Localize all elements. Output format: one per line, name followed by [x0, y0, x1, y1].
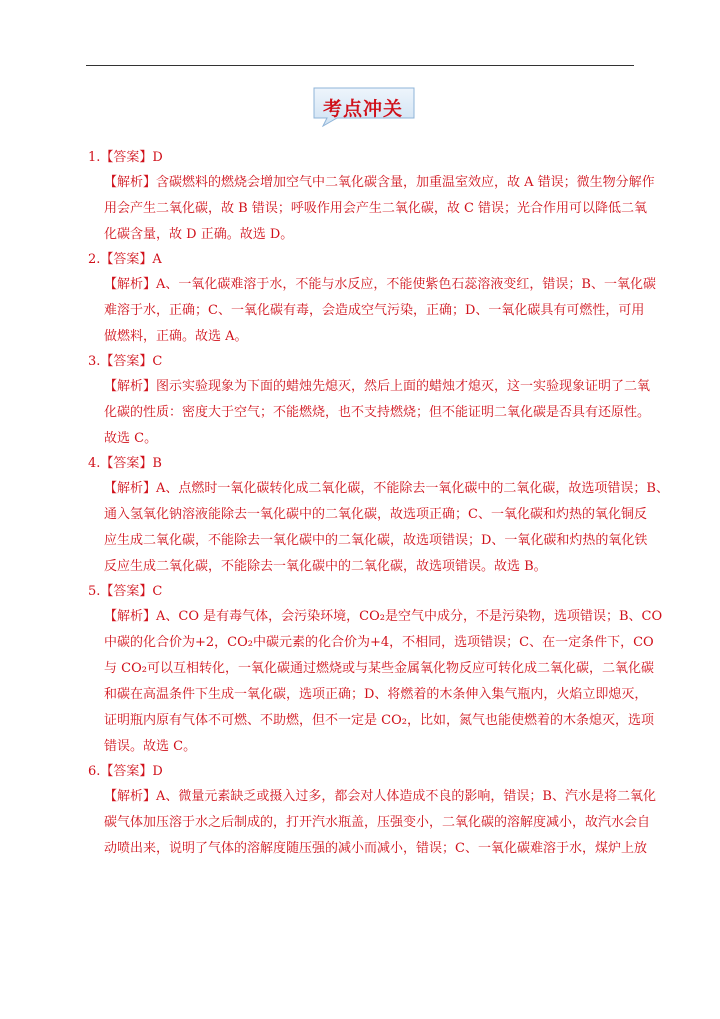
- section-title-callout: [313, 87, 417, 127]
- answer-label: 2.【答案】A: [88, 252, 162, 267]
- explanation-line: 与 CO₂可以互相转化，一氧化碳通过燃烧或与某些金属氧化物反应可转化成二氧化碳，二氧化碳: [104, 661, 654, 676]
- explanation-line: 化碳的性质：密度大于空气；不能燃烧，也不支持燃烧；但不能证明二氧化碳是否具有还原性。: [104, 405, 651, 420]
- explanation-line: 反应生成二氧化碳，不能除去一氧化碳中的二氧化碳，故选项错误。故选 B。: [104, 559, 547, 574]
- header-rule: [86, 65, 634, 66]
- explanation: [88, 170, 655, 248]
- answer-label: 1.【答案】D: [88, 150, 163, 165]
- explanation-line: 化碳含量，故 D 正确。故选 D。: [104, 227, 294, 242]
- explanation: [88, 272, 656, 350]
- explanation-line: 故选 C。: [104, 431, 158, 446]
- answer-item: [88, 146, 655, 248]
- explanation-line: 中碳的化合价为+2，CO₂中碳元素的化合价为+4，不相同，选项错误；C、在一定条件下，CO: [104, 635, 654, 650]
- explanation-line: 用会产生二氧化碳，故 B 错误；呼吸作用会产生二氧化碳，故 C 错误；光合作用可以降低二氧: [104, 201, 648, 216]
- explanation-line: 和碳在高温条件下生成一氧化碳，选项正确；D、将燃着的木条伸入集气瓶内，火焰立即熄灭，: [104, 687, 648, 702]
- section-title: 考点冲关: [322, 98, 403, 120]
- explanation: [88, 476, 669, 580]
- explanation-line: 证明瓶内原有气体不可燃、不助燃，但不一定是 CO₂，比如，氮气也能使燃着的木条熄灭，选项: [104, 713, 654, 728]
- explanation-line: 应生成二氧化碳，不能除去一氧化碳中的二氧化碳，故选项错误；D、一氧化碳和灼热的氧化铁: [104, 533, 648, 548]
- explanation-line: 动喷出来，说明了气体的溶解度随压强的减小而减小，错误；C、一氧化碳难溶于水，煤炉上放: [104, 841, 647, 856]
- answer-item: [88, 248, 656, 350]
- explanation-line: 难溶于水，正确；C、一氧化碳有毒，会造成空气污染，正确；D、一氧化碳具有可燃性，可用: [104, 303, 645, 318]
- answer-label: 5.【答案】C: [88, 584, 163, 599]
- explanation-line: 【解析】A、CO 是有毒气体，会污染环境，CO₂是空气中成分，不是污染物，选项错误；B、CO: [104, 609, 663, 624]
- answer-list: [88, 146, 669, 862]
- answer-label: 3.【答案】C: [88, 354, 163, 369]
- explanation-line: 【解析】A、点燃时一氧化碳转化成二氧化碳，不能除去一氧化碳中的二氧化碳，故选项错误；B、: [104, 481, 669, 496]
- explanation-line: 【解析】含碳燃料的燃烧会增加空气中二氧化碳含量，加重温室效应，故 A 错误；微生物分解作: [104, 175, 655, 190]
- answer-item: [88, 350, 651, 452]
- explanation-line: 【解析】A、微量元素缺乏或摄入过多，都会对人体造成不良的影响，错误；B、汽水是将二氧化: [104, 789, 656, 804]
- explanation: [88, 604, 663, 760]
- explanation-line: 通入氢氧化钠溶液能除去一氧化碳中的二氧化碳，故选项正确；C、一氧化碳和灼热的氧化铜反: [104, 507, 647, 522]
- explanation: [88, 784, 656, 862]
- explanation-line: 错误。故选 C。: [104, 739, 197, 754]
- answer-label: 6.【答案】D: [88, 764, 163, 779]
- answer-label: 4.【答案】B: [88, 456, 162, 471]
- answer-item: [88, 580, 663, 760]
- answer-item: [88, 452, 669, 580]
- explanation: [88, 374, 651, 452]
- explanation-line: 【解析】图示实验现象为下面的蜡烛先熄灭，然后上面的蜡烛才熄灭，这一实验现象证明了二氧: [104, 379, 651, 394]
- explanation-line: 做燃料，正确。故选 A。: [104, 329, 248, 344]
- explanation-line: 【解析】A、一氧化碳难溶于水，不能与水反应，不能使紫色石蕊溶液变红，错误；B、一氧化碳: [104, 277, 656, 292]
- answer-item: [88, 760, 656, 862]
- explanation-line: 碳气体加压溶于水之后制成的，打开汽水瓶盖，压强变小，二氧化碳的溶解度减小，故汽水会自: [104, 815, 651, 830]
